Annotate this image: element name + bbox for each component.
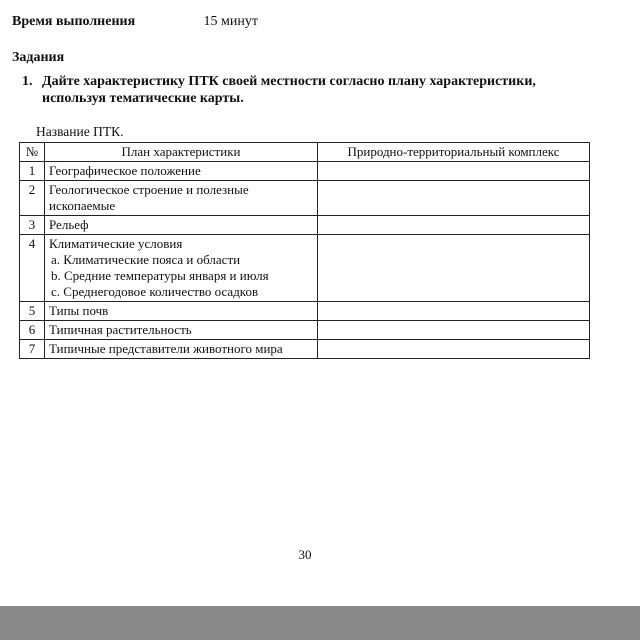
header-complex: Природно-территориальный комплекс — [318, 143, 590, 162]
sub-item: a. Климатические пояса и области — [51, 252, 241, 267]
row-plan: Типичная растительность — [45, 321, 318, 340]
table-row — [20, 181, 590, 216]
table-row — [20, 321, 590, 340]
header-plan: План характеристики — [45, 143, 318, 162]
task-number: 1. — [22, 74, 33, 89]
row-complex-cell[interactable] — [318, 321, 590, 340]
time-value: 15 минут — [203, 14, 258, 29]
row-complex-cell[interactable] — [318, 302, 590, 321]
row-number: 1 — [20, 162, 45, 181]
table-row — [20, 235, 590, 302]
row-plan: Рельеф — [45, 216, 318, 235]
table-row — [20, 340, 590, 359]
sub-item: c. Среднегодовое количество осадков — [51, 284, 259, 299]
table-header-row — [20, 143, 590, 162]
row-plan: Геологическое строение и полезные ископаемые — [45, 181, 318, 216]
row-number: 4 — [20, 235, 45, 302]
bottom-bar — [0, 606, 640, 640]
row-number: 3 — [20, 216, 45, 235]
row-number: 5 — [20, 302, 45, 321]
table-row — [20, 162, 590, 181]
row-number: 7 — [20, 340, 45, 359]
climate-sub-list — [49, 252, 313, 300]
time-label: Время выполнения — [12, 14, 136, 29]
time-line — [12, 14, 258, 30]
row-plan: Географическое положение — [45, 162, 318, 181]
row-plan-climate — [45, 235, 318, 302]
table-title: Название ПТК. — [36, 124, 124, 139]
page-number: 30 — [298, 547, 312, 562]
row-number: 2 — [20, 181, 45, 216]
task-item — [22, 73, 582, 107]
table-row — [20, 216, 590, 235]
sub-item: b. Средние температуры января и июля — [51, 268, 269, 283]
row-plan: Типичные представители животного мира — [45, 340, 318, 359]
row-complex-cell[interactable] — [318, 235, 590, 302]
row-complex-cell[interactable] — [318, 340, 590, 359]
row-complex-cell[interactable] — [318, 216, 590, 235]
row-plan: Климатические условия — [49, 236, 183, 251]
row-plan: Типы почв — [45, 302, 318, 321]
row-complex-cell[interactable] — [318, 162, 590, 181]
row-number: 6 — [20, 321, 45, 340]
table-row — [20, 302, 590, 321]
row-complex-cell[interactable] — [318, 181, 590, 216]
characteristics-table — [19, 142, 590, 359]
tasks-heading: Задания — [12, 50, 65, 65]
task-text: Дайте характеристику ПТК своей местности согласно плану характеристики, используя тематические карты. — [42, 74, 536, 106]
header-number: № — [20, 143, 45, 162]
